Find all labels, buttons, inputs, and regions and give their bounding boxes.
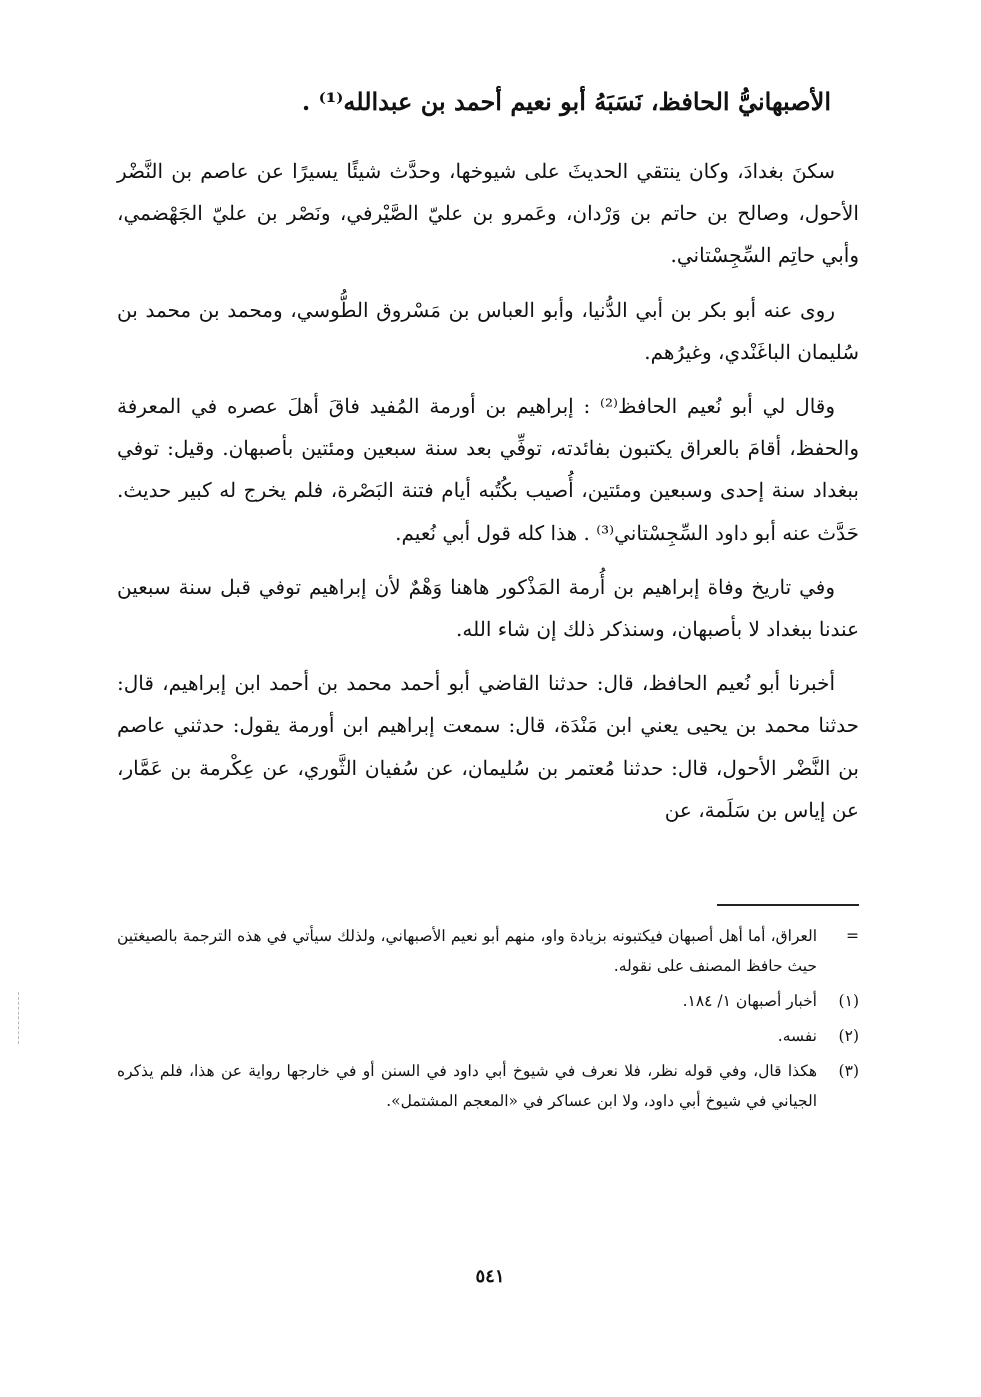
- scan-margin-mark: [18, 992, 19, 1044]
- footnotes: [117, 921, 859, 1121]
- footnote-mark: (٣): [838, 1062, 859, 1080]
- footnote-divider: [717, 904, 859, 906]
- footnote-3: [117, 1056, 859, 1116]
- paragraph-death-date-note: وفي تاريخ وفاة إبراهيم بن أُرمة المَذْكور هاهنا وَهْمٌ لأن إبراهيم توفي قبل سنة سبعين عندنا ببغداد لا بأصبهان، وسنذكر ذلك إن شاء الله.: [117, 574, 859, 642]
- footnote-text: أخبار أصبهان ١/ ١٨٤.: [682, 992, 817, 1010]
- main-text: [117, 150, 859, 843]
- paragraph-abu-nuaim-quote: وقال لي أبو نُعيم الحافظ⁽²⁾ : إبراهيم بن أورمة المُفيد فاقَ أهلَ عصره في المعرفة والحفظ، أقامَ بالعراق يكتبون بفائدته، توفِّي بعد سنة سبعين ومئتين بأصبهان. وقيل: توفي ببغداد سنة إحدى وسبعين ومئتين، أُصيب بكُتُبه أيام فتنة البَصْرة، فلم يخرج له كبير حديث. حَدَّث عنه أبو داود السِّجِسْتاني⁽³⁾ . هذا كله قول أبي نُعيم.: [117, 394, 859, 545]
- page-number: ٥٤١: [475, 1266, 505, 1287]
- footnote-mark: =: [846, 927, 859, 945]
- footnote-text: نفسه.: [777, 1027, 817, 1045]
- footnote-text: هكذا قال، وفي قوله نظر، فلا نعرف في شيوخ أبي داود في السنن أو في خارجها رواية عن هذا، فلم يذكره الجياني في شيوخ أبي داود، ولا ابن عساكر في «المعجم المشتمل».: [117, 1062, 817, 1110]
- footnote-text: العراق، أما أهل أصبهان فيكتبونه بزيادة واو، منهم أبو نعيم الأصبهاني، ولذلك سيأتي في هذه الترجمة بالصيغتين حيث حافظ المصنف على نقوله.: [117, 927, 817, 975]
- footnote-1: [117, 986, 859, 1016]
- paragraph-residence: سكنَ بغدادَ، وكان ينتقي الحديثَ على شيوخها، وحدَّث شيئًا يسيرًا عن عاصم بن النَّضْر الأحول، وصالح بن حاتم بن وَرْدان، وعَمرو بن عليّ الصَّيْرفي، ونَصْر بن عليّ الجَهْضمي، وأبي حاتِم السِّجِسْتاني.: [117, 159, 859, 268]
- paragraph-isnad: أخبرنا أبو نُعيم الحافظ، قال: حدثنا القاضي أبو أحمد محمد بن أحمد ابن إبراهيم، قال: حدثنا محمد بن يحيى يعني ابن مَنْدَة، قال: سمعت إبراهيم ابن أورمة يقول: حدثني عاصم بن النَّضْر الأحول، قال: حدثنا مُعتمر بن سُليمان، عن سُفيان الثَّوري، عن عِكْرمة بن عَمَّار، عن إياس بن سَلَمة، عن: [117, 671, 860, 822]
- paragraph-narrators: روى عنه أبو بكر بن أبي الدُّنيا، وأبو العباس بن مَسْروق الطُّوسي، ومحمد بن محمد بن سُليمان الباغَنْدي، وغيرُهم.: [117, 297, 859, 364]
- footnote-mark: (١): [838, 992, 859, 1010]
- entry-heading: الأصبهانيُّ الحافظ، نَسَبَهُ أبو نعيم أحمد بن عبدالله⁽¹⁾ .: [301, 87, 831, 116]
- footnote-2: [117, 1021, 859, 1051]
- footnote-mark: (٢): [838, 1027, 859, 1045]
- footnote-continued: [117, 921, 859, 981]
